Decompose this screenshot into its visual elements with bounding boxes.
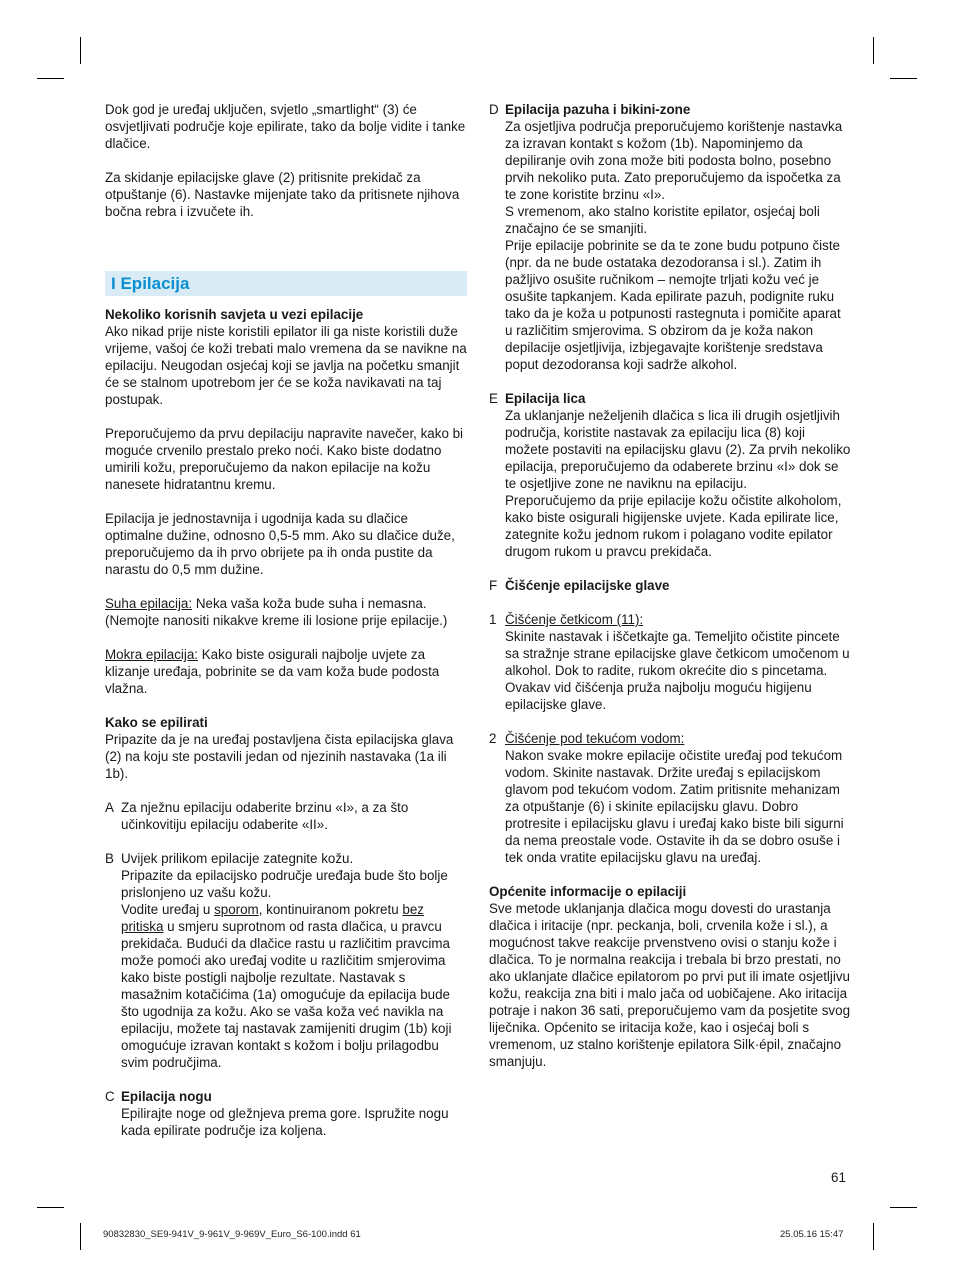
step-d-paragraph-3: Prije epilacije pobrinite se da te zone budu potpuno čiste (npr. da ne bude ostataka dezodoransa i sl.). Zatim ih pažljivo osušite ručnikom – nemojte trljati kožu već je osušite tapkanjem. Kada epilirate pazuh, podignite ruku tako da je koža u potpunosti rastegnuta i pomičite aparat u različitim smjerovima. S obzirom da je koža nakon depilacije osjetljivija, izbjegavajte korištenje sredstava poput dezodoransa koji sadrže alkohol. <box>505 238 841 372</box>
general-info-text: Sve metode uklanjanja dlačica mogu dovesti do urastanja dlačica i iritacije (npr. peckanja, boli, crvenila kože i sl.), a mogućnost takve reakcije prvenstveno ovisi o stanju kože i dlačica. To je normalna reakcija i trebala bi brzo prestati, no ako uklanjate dlačice epilatorom po prvi put ili imate osjetljivu kožu, reakcija zna biti i malo jača od uobičajene. Ako iritacija potraje i nakon 36 sati, preporučujemo vam da posjetite svog liječnika. Općenito se iritacija kože, kao i osjećaj boli s vremenom, uz stalno korištenje epilatora Silk·épil, značajno smanjuju. <box>489 901 851 1069</box>
intro-paragraph-2: Za skidanje epilacijske glave (2) pritisnite prekidač za otpuštanje (6). Nastavke mijenjate tako da pritisnete njihova bočna rebra i izvučete ih. <box>105 170 460 219</box>
step-e <box>489 390 851 560</box>
step-b-letter: B <box>105 851 114 866</box>
crop-mark <box>37 1207 64 1208</box>
step-e-title: Epilacija lica <box>505 391 586 406</box>
step-d-paragraph-1: Za osjetljiva područja preporučujemo korištenje nastavka za izravan kontakt s kožom (1b). Napominjemo da depiliranje ovih zona može biti podosta bolno, posebno prvih nekoliko puta. Zato preporučujemo da ispočetka za te zone koristite brzinu «I». <box>505 119 843 202</box>
crop-mark <box>873 37 874 64</box>
how-text: Pripazite da je na uređaj postavljena čista epilacijska glava (2) na koju ste postavili jedan od njezinih nastavaka (1a ili 1b). <box>105 732 454 781</box>
cleaning-step-2-number: 2 <box>489 731 497 746</box>
crop-mark <box>873 1223 874 1250</box>
step-b <box>105 850 467 1071</box>
cleaning-step-1-number: 1 <box>489 612 497 627</box>
step-e-paragraph-2: Preporučujemo da prije epilacije kožu očistite alkoholom, kako biste osigurali higijenske uvjete. Kada epilirate lice, zategnite kožu jednom rukom i polagano vodite epilator drugom rukom u pravcu prekidača. <box>505 493 842 559</box>
left-column <box>105 101 467 1139</box>
step-d-paragraph-2: S vremenom, ako stalno koristite epilator, osjećaj boli značajno će se smanjiti. <box>505 204 820 236</box>
step-c <box>105 1088 467 1139</box>
tips-title: Nekoliko korisnih savjeta u vezi epilacije <box>105 307 364 322</box>
step-d <box>489 101 851 373</box>
cleaning-step-2 <box>489 730 851 866</box>
step-a <box>105 799 467 833</box>
crop-mark <box>890 78 917 79</box>
step-b-sporom: sporom <box>214 902 259 917</box>
general-info-title: Općenite informacije o epilaciji <box>489 884 687 899</box>
crop-mark <box>80 37 81 64</box>
step-f-title: Čišćenje epilacijske glave <box>505 578 670 593</box>
cleaning-step-1-text: Skinite nastavak i iščetkajte ga. Temeljito očistite pincete sa stražnje strane epilacijske glave četkicom umočenom u alkohol. Dok to radite, rukom okrećite dio s pincetama. Ovakav vid čišćenja pruža najbolju moguću higijenu epilacijske glave. <box>505 629 850 712</box>
section-marker: I <box>111 274 116 293</box>
section-title: Epilacija <box>120 274 190 293</box>
cleaning-step-1 <box>489 611 851 713</box>
cleaning-step-2-text: Nakon svake mokre epilacije očistite uređaj pod tekućom vodom. Skinite nastavak. Držite uređaj s epilacijskom glavom pod tekućom vodom. Zatim pritisnite mehanizam za otpuštanje (6) i skinite epilacijsku glavu. Dobro protresite i epilacijsku glavu i uređaj kako biste bili sigurni da nema preostale vode. Ostavite ih da se dobro osuše i tek onda vratite epilacijsku glavu na uređaj. <box>505 748 844 865</box>
wet-epilation <box>105 646 467 697</box>
page-number: 61 <box>831 1170 846 1185</box>
wet-epilation-text: Kako biste osigurali najbolje uvjete za klizanje uređaja, pobrinite se da vam koža bude podosta vlažna. <box>105 647 440 696</box>
step-b-part-1: Vodite uređaj u <box>121 902 215 917</box>
dry-epilation <box>105 595 467 629</box>
step-c-title: Epilacija nogu <box>121 1089 212 1104</box>
cleaning-step-2-title: Čišćenje pod tekućom vodom: <box>505 731 685 746</box>
cleaning-step-1-title: Čišćenje četkicom (11): <box>505 612 644 627</box>
wet-epilation-label: Mokra epilacija: <box>105 647 199 662</box>
tips-paragraph-1: Ako nikad prije niste koristili epilator ili ga niste koristili duže vrijeme, vašoj će koži trebati malo vremena da se navikne na epilaciju. Neugodan osjećaj koji se javlja na početku smanjit će se stalnom upotrebom jer će se koža navikavati na taj postupak. <box>105 324 467 407</box>
footer-file: 90832830_SE9-941V_9-961V_9-969V_Euro_S6-100.indd 61 <box>103 1229 361 1240</box>
step-f <box>489 577 851 594</box>
step-b-part-3: u smjeru suprotnom od rasta dlačica, u pravcu prekidača. Budući da dlačice rastu u različitim pravcima može pomoći ako uređaj vodite u različitim smjerovima kako biste postigli najbolje rezultate. Nastavak s masažnim kotačićima (1a) omogućuje da epilacija bude što ugodnija za kožu. Ako se vaša koža već navikla na epilaciju, možete taj nastavak zamijeniti drugim (1b) koji omogućuje izravan kontakt s kožom i bolju prilagodbu svim područjima. <box>121 919 452 1070</box>
section-heading <box>105 271 467 296</box>
intro-paragraph-1: Dok god je uređaj uključen, svjetlo „smartlight“ (3) će osvjetljivati područje koje epilirate, tako da bolje vidite i tanke dlačice. <box>105 102 466 151</box>
tips-paragraph-3: Epilacija je jednostavnija i ugodnija kada su dlačice optimalne dužine, odnosno 0,5-5 mm. Ako su dlačice duže, preporučujemo da ih prvo obrijete pa ih onda pustite da narastu do 0,5 mm dužine. <box>105 511 455 577</box>
step-b-body <box>121 901 467 1071</box>
step-b-line-1: Uvijek prilikom epilacije zategnite kožu. <box>121 851 354 866</box>
step-a-text: Za nježnu epilaciju odaberite brzinu «I», a za što učinkovitiju epilaciju odaberite «II». <box>121 800 409 832</box>
crop-mark <box>890 1207 917 1208</box>
footer-date: 25.05.16 15:47 <box>780 1229 844 1240</box>
step-d-letter: D <box>489 102 499 117</box>
step-b-part-2: , kontinuiranom pokretu <box>258 902 403 917</box>
step-a-letter: A <box>105 800 114 815</box>
step-e-letter: E <box>489 391 498 406</box>
crop-mark <box>37 78 64 79</box>
step-f-letter: F <box>489 578 498 593</box>
step-b-bez-pritiska: bez pritiska <box>121 902 424 934</box>
crop-mark <box>80 1223 81 1250</box>
step-e-paragraph-1: Za uklanjanje neželjenih dlačica s lica ili drugih osjetljivih područja, koristite nastavak za epilaciju lica (8) koji možete postaviti na epilacijsku glavu (2). Za prvih nekoliko epilacija, preporučujemo da odaberete brzinu «I» dok se te osjetljive zone ne naviknu na epilaciju. <box>505 408 851 491</box>
dry-epilation-label: Suha epilacija: <box>105 596 193 611</box>
step-c-letter: C <box>105 1089 115 1104</box>
how-title: Kako se epilirati <box>105 715 208 730</box>
right-column <box>489 101 851 1070</box>
step-c-text: Epilirajte noge od gležnjeva prema gore. Ispružite nogu kada epilirate područje iza koljena. <box>121 1106 449 1138</box>
dry-epilation-text: Neka vaša koža bude suha i nemasna. (Nemojte nanositi nikakve kreme ili losione prije epilacije.) <box>105 596 448 628</box>
tips-paragraph-2: Preporučujemo da prvu depilaciju napravite navečer, kako bi moguće crvenilo prestalo preko noći. Kako biste dodatno umirili kožu, preporučujemo da nakon epilacije na kožu nanesete hidratantnu kremu. <box>105 426 464 492</box>
step-b-line-2: Pripazite da epilacijsko područje uređaja bude što bolje prislonjeno uz vašu kožu. <box>121 868 448 900</box>
step-d-title: Epilacija pazuha i bikini-zone <box>505 102 691 117</box>
